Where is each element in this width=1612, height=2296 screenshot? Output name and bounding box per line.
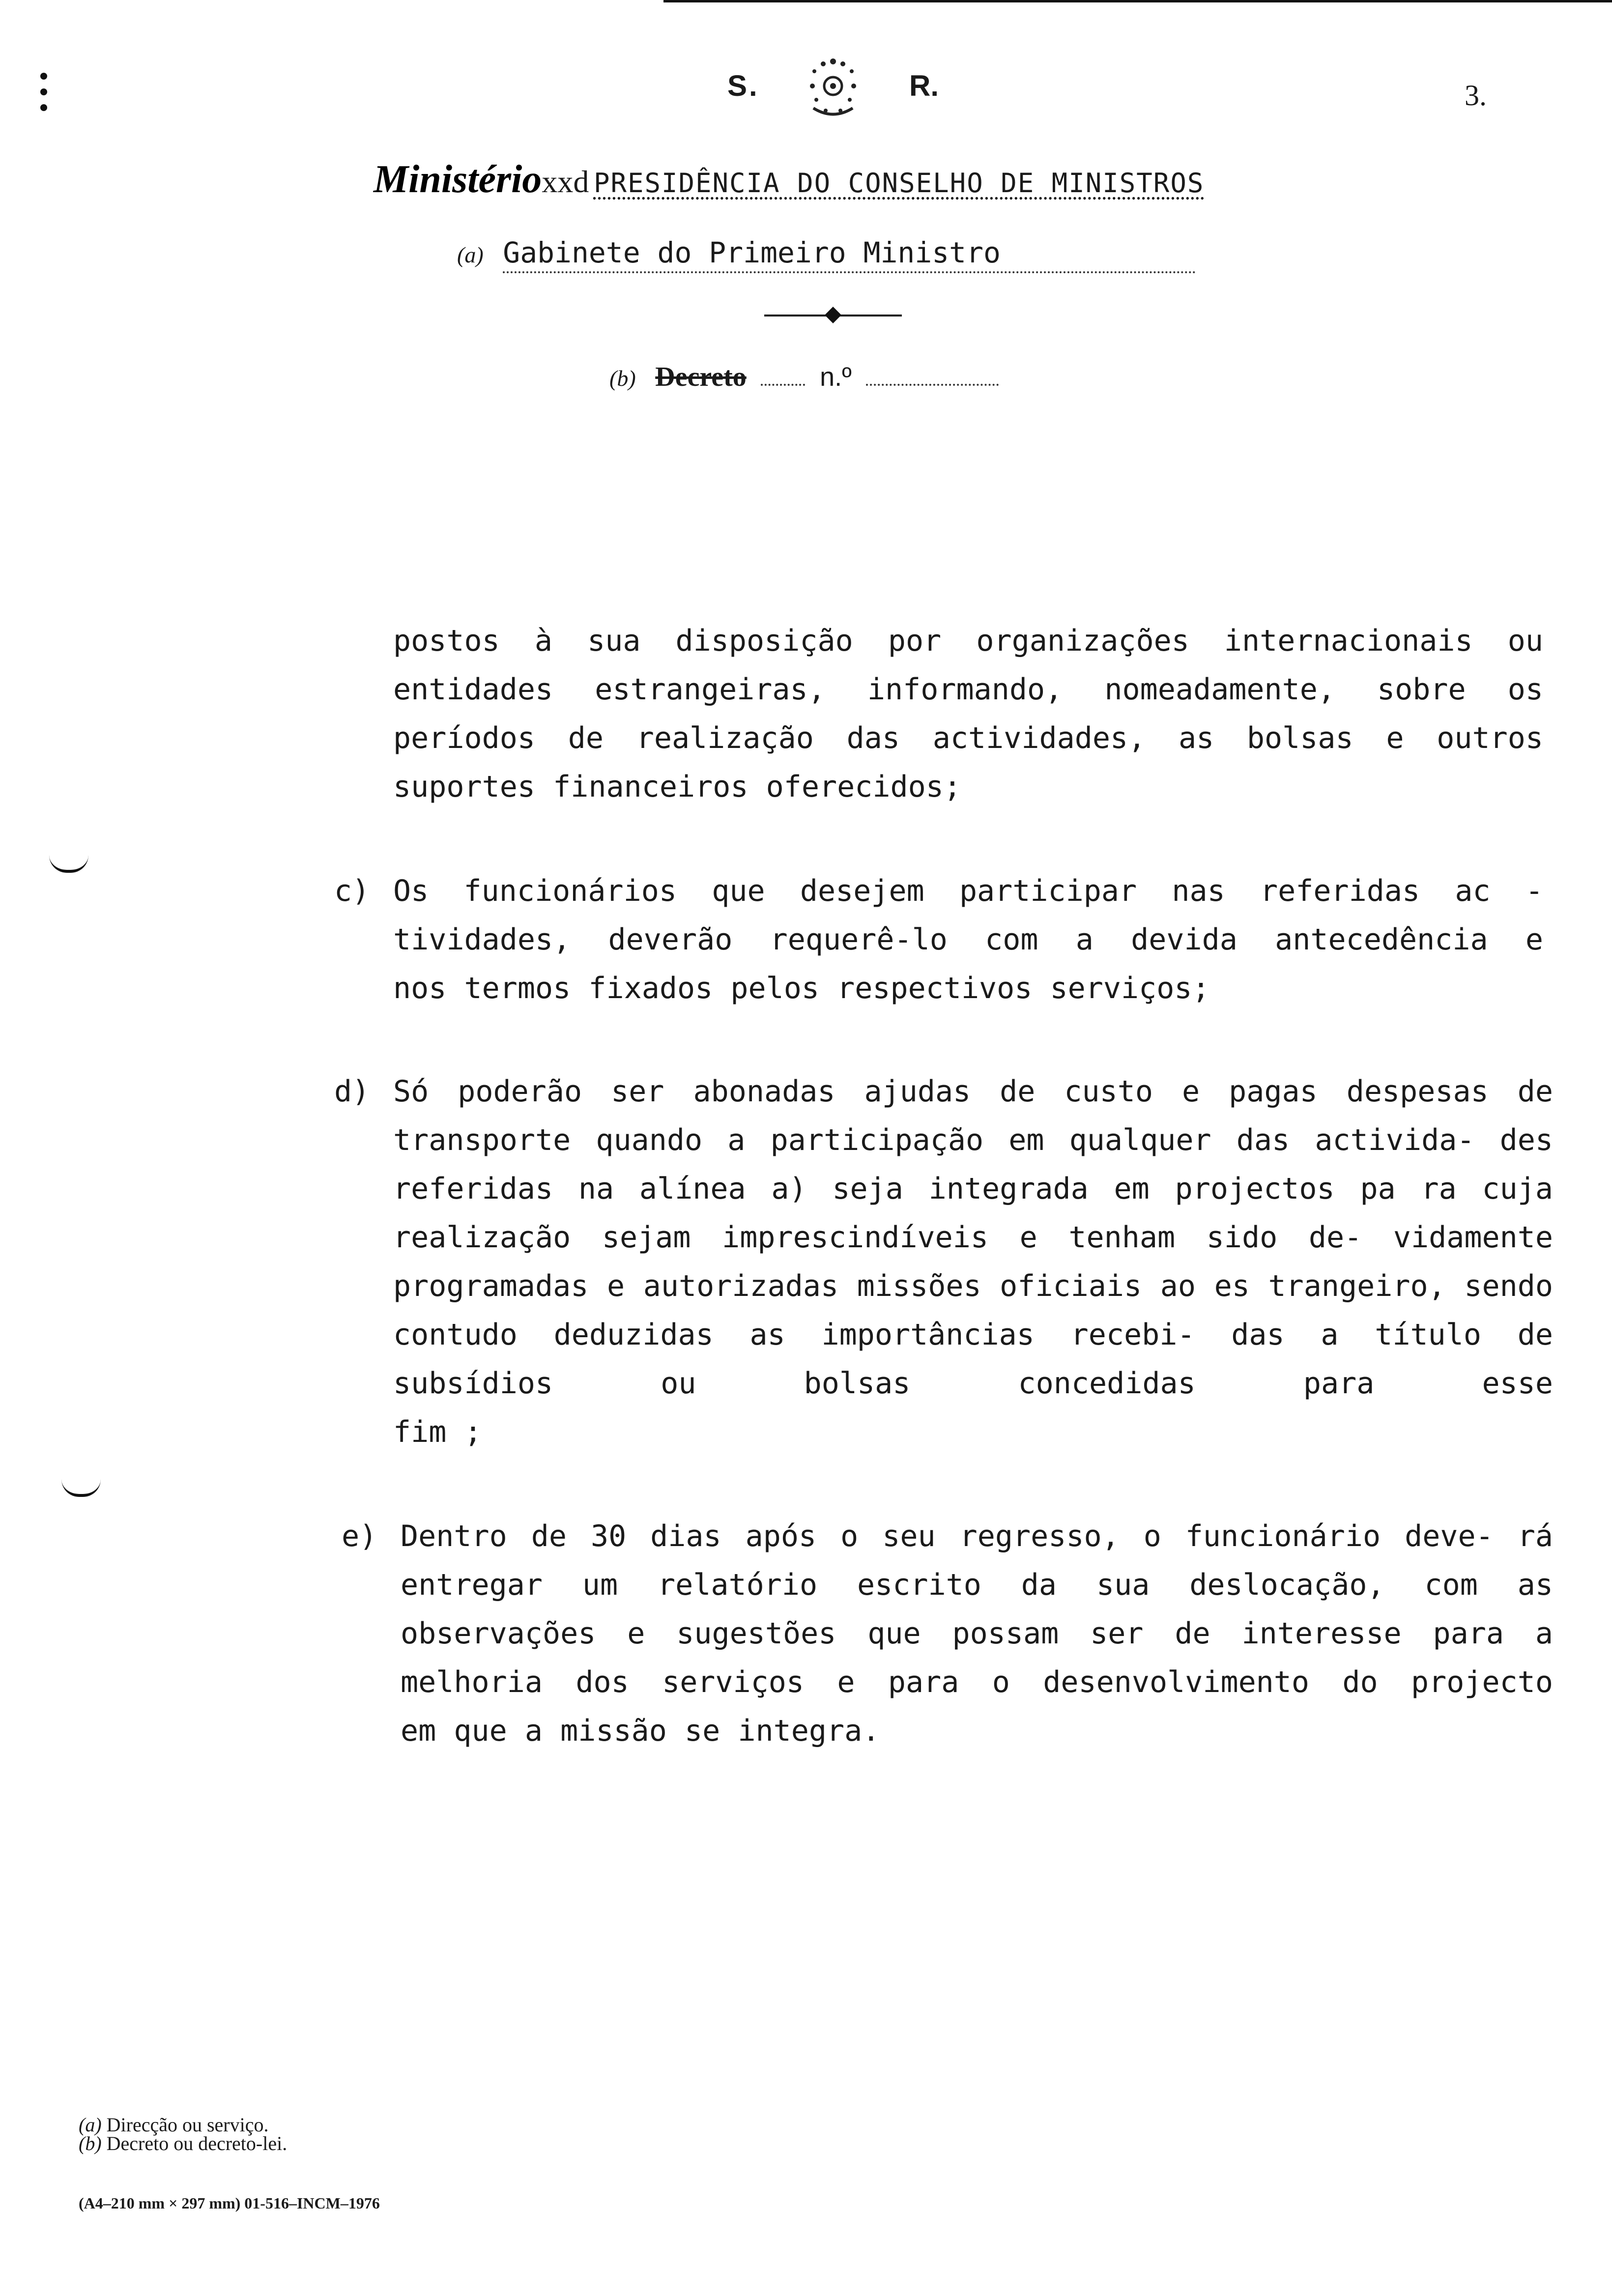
ministerio-line [374,157,1204,202]
header-s-letter: S. [727,69,759,102]
decreto-line [609,361,999,393]
text-line: períodos de realização das actividades, as bolsas e outros [393,721,1543,755]
text-line: vidamente programadas e autorizadas missões oficiais ao es [393,1220,1553,1303]
text-line: fim ; [393,1415,482,1449]
text-line: Os funcionários que desejem participar nas referidas ac - [393,874,1543,908]
margin-curve-mark [61,1479,101,1497]
text-line: Dentro de 30 dias após o seu regresso, o funcionário deve- [401,1519,1494,1553]
coat-of-arms-emblem [784,47,882,125]
numero-blank [866,384,999,386]
ministry-name: PRESIDÊNCIA DO CONSELHO DE MINISTROS [593,168,1205,199]
text-line: melhoria dos serviços e para o desenvolvimento do projecto [401,1665,1553,1699]
decreto-blank [761,384,805,386]
decreto-label: Decreto [655,362,747,392]
continuation-paragraph [393,617,1543,811]
text-line: entidades estrangeiras, informando, nomeadamente, sobre os [393,672,1543,707]
footnote-ref: (a) [79,2114,102,2136]
header-r-letter: R. [909,69,939,102]
text-line: em que a missão se integra. [401,1714,880,1748]
page-number: 3. [1465,79,1487,112]
item-d-label: d) [334,1074,370,1109]
footnotes [79,2116,287,2153]
footnote-ref-a: (a) [457,242,484,267]
margin-curve-mark [49,855,88,873]
footnote-text: Decreto ou decreto-lei. [106,2132,288,2154]
text-line: trangeiro, sendo contudo deduzidas as importâncias recebi- [393,1269,1553,1352]
text-line: rá entregar um relatório escrito da sua deslocação, com as [401,1519,1554,1602]
text-line: observações e sugestões que possam ser de interesse para a [401,1616,1553,1651]
item-d-paragraph [393,1067,1553,1457]
text-line: postos à sua disposição por organizações internacionais ou [393,624,1543,658]
margin-dot [40,104,47,111]
text-line: transporte quando a participação em qualquer das activida- [393,1123,1475,1157]
item-e-label: e) [342,1519,377,1553]
item-e-paragraph [401,1512,1553,1755]
footnote-b [79,2134,287,2153]
gabinete-value: Gabinete do Primeiro Ministro [503,236,1196,273]
gabinete-line [457,236,1196,273]
text-line: ra cuja realização sejam imprescindíveis e tenham sido de- [393,1172,1553,1255]
ornament-diamond [825,307,841,323]
margin-dot [40,73,47,80]
footnote-ref: (b) [79,2132,102,2154]
item-c-label: c) [334,874,370,908]
footnote-a [79,2116,287,2134]
text-line: nos termos fixados pelos respectivos serviços; [393,971,1210,1005]
top-rule [663,0,1612,2]
text-line: des referidas na alínea a) seja integrada em projectos pa [393,1123,1553,1206]
text-line: suportes financeiros oferecidos; [393,770,961,804]
item-c-paragraph [393,867,1543,1013]
text-line: das a título de subsídios ou bolsas concedidas para esse [393,1318,1553,1401]
footnote-ref-b: (b) [609,366,636,391]
text-line: tividades, deverão requerê-lo com a devida antecedência e [393,922,1543,957]
ministerio-label: Ministério [374,158,542,201]
margin-dot [40,88,47,95]
form-code: (A4–210 mm × 297 mm) 01-516–INCM–1976 [79,2194,380,2212]
footnote-text: Direcção ou serviço. [106,2114,269,2136]
ministerio-overtyped-text: xxd [542,164,589,199]
numero-label: n.º [820,362,852,392]
text-line: Só poderão ser abonadas ajudas de custo e pagas despesas de [393,1074,1553,1109]
